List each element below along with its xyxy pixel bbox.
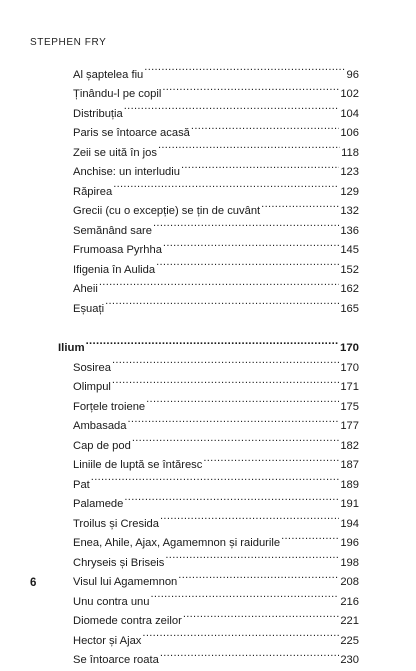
toc-entry-title: Palamede	[73, 498, 124, 510]
toc-line	[0, 566, 416, 586]
toc-entry-page: 194	[340, 517, 359, 530]
toc-entry-title: Frumoasa Pyrhha	[73, 244, 162, 256]
toc-entry-title: Anchise: un interludiu	[73, 166, 180, 178]
dot-leader	[261, 195, 339, 215]
toc-entry-title: Chryseis și Briseis	[73, 556, 165, 569]
dot-leader	[158, 136, 340, 156]
toc-entry-title: Distribuția	[73, 107, 123, 120]
dot-leader	[146, 390, 339, 410]
toc-group-ilium-chapters	[0, 351, 416, 666]
dot-leader	[128, 410, 340, 430]
toc-line	[0, 136, 416, 159]
toc-entry-title: Troilus și Cresida	[73, 517, 159, 530]
dot-leader	[151, 585, 340, 605]
dot-leader	[99, 273, 339, 293]
toc-entry-page: 123	[340, 166, 359, 178]
toc-line	[0, 253, 416, 276]
dot-leader	[105, 292, 339, 312]
toc-entry-page: 136	[340, 224, 359, 237]
toc-entry-page: 182	[340, 439, 359, 452]
toc-part-page: 170	[339, 342, 359, 354]
toc-entry-title: Enea, Ahile, Ajax, Agamemnon și raidurile	[73, 537, 281, 549]
toc-entry-page: 170	[340, 361, 359, 374]
toc-entry-title: Aheii	[73, 283, 98, 295]
toc-entry-title: Al șaptelea fiu	[73, 68, 144, 81]
toc-entry-title: Olimpul	[73, 381, 111, 393]
toc-entry-title: Sosirea	[73, 361, 111, 374]
toc-entry-title: Ambasada	[73, 420, 127, 432]
toc-line	[0, 195, 416, 215]
dot-leader	[112, 371, 339, 391]
toc-entry-title: Diomede contra zeilor	[73, 615, 182, 627]
toc-entry-title: Ifigenia în Aulida	[73, 263, 156, 276]
toc-line	[0, 175, 416, 198]
toc-entry-title: Ținându-l pe copil	[73, 88, 162, 100]
toc-entry-page: 230	[340, 654, 359, 666]
dot-leader	[113, 175, 339, 195]
toc-entry-page: 102	[340, 88, 359, 100]
dot-leader	[86, 332, 339, 352]
toc-line	[0, 97, 416, 120]
table-of-contents	[0, 58, 416, 666]
toc-line	[0, 156, 416, 176]
dot-leader	[124, 488, 339, 508]
toc-entry-page: 171	[340, 381, 359, 393]
toc-entry-page: 162	[340, 283, 359, 295]
toc-entry-page: 165	[340, 302, 359, 315]
toc-entry-title: Răpirea	[73, 185, 113, 198]
toc-entry-page: 208	[340, 576, 359, 588]
toc-line	[0, 449, 416, 469]
toc-group-earlier-chapters	[0, 58, 416, 315]
dot-leader	[178, 566, 339, 586]
toc-line	[0, 585, 416, 608]
dot-leader	[132, 429, 339, 449]
toc-line	[0, 507, 416, 530]
toc-entry-page: 132	[340, 205, 359, 217]
dot-leader	[153, 214, 339, 234]
toc-line	[0, 390, 416, 413]
toc-entry-title: Se întoarce roata	[73, 654, 159, 666]
dot-leader	[203, 449, 339, 469]
toc-line	[0, 429, 416, 452]
toc-entry-title: Liniile de luptă se întăresc	[73, 459, 203, 471]
toc-entry-title: Forțele troiene	[73, 400, 146, 413]
dot-leader	[112, 351, 339, 371]
dot-leader	[160, 644, 340, 664]
dot-leader	[281, 527, 339, 547]
toc-entry-page: 225	[340, 634, 359, 647]
dot-leader	[144, 58, 345, 78]
toc-entry-page: 145	[340, 244, 359, 256]
toc-line	[0, 273, 416, 293]
dot-leader	[181, 156, 339, 176]
toc-entry-page: 129	[340, 185, 359, 198]
toc-line	[0, 546, 416, 569]
dot-leader	[124, 97, 340, 117]
toc-entry-page: 189	[340, 478, 359, 491]
running-head: STEPHEN FRY	[30, 37, 107, 48]
toc-entry-title: Hector și Ajax	[73, 634, 142, 647]
toc-line	[0, 117, 416, 137]
toc-entry-page: 187	[340, 459, 359, 471]
toc-entry-page: 196	[340, 537, 359, 549]
toc-entry-title: Paris se întoarce acasă	[73, 127, 190, 139]
dot-leader	[163, 234, 339, 254]
dot-leader	[165, 546, 339, 566]
toc-line	[0, 371, 416, 391]
toc-entry	[73, 644, 359, 671]
toc-entry-page: 177	[340, 420, 359, 432]
toc-entry-title: Eșuați	[73, 302, 105, 315]
toc-line	[0, 214, 416, 237]
toc-entry-page: 175	[340, 400, 359, 413]
toc-line	[0, 351, 416, 374]
toc-entry-title: Zeii se uită în jos	[73, 146, 157, 159]
toc-entry-page: 221	[340, 615, 359, 627]
dot-leader	[183, 605, 340, 625]
toc-entry-page: 96	[346, 68, 359, 81]
toc-entry-page: 198	[340, 556, 359, 569]
toc-line	[0, 58, 416, 81]
dot-leader	[191, 117, 339, 137]
toc-entry	[73, 292, 359, 319]
toc-line	[0, 644, 416, 664]
toc-entry-page: 216	[340, 595, 359, 608]
toc-line	[0, 527, 416, 547]
toc-line	[0, 605, 416, 625]
toc-part-heading	[0, 332, 416, 352]
toc-part-title: Ilium	[58, 342, 85, 354]
toc-line	[0, 234, 416, 254]
dot-leader	[160, 507, 339, 527]
toc-entry-page: 191	[340, 498, 359, 510]
toc-entry-page: 104	[340, 107, 359, 120]
toc-entry-title: Grecii (cu o excepție) se țin de cuvânt	[73, 205, 261, 217]
toc-entry-page: 152	[340, 263, 359, 276]
toc-entry-title: Visul lui Agamemnon	[73, 576, 178, 588]
dot-leader	[91, 468, 340, 488]
toc-entry-title: Unu contra unu	[73, 595, 150, 608]
toc-line	[0, 78, 416, 98]
page-number: 6	[30, 577, 37, 589]
toc-line	[0, 488, 416, 508]
toc-line	[0, 292, 416, 315]
toc-entry-title: Cap de pod	[73, 439, 131, 452]
dot-leader	[156, 253, 339, 273]
toc-line	[0, 410, 416, 430]
toc-entry-page: 118	[341, 146, 359, 159]
dot-leader	[162, 78, 339, 98]
toc-entry-title: Pat	[73, 478, 90, 491]
toc-entry-title: Semănând sare	[73, 224, 152, 237]
toc-line	[0, 468, 416, 491]
toc-entry-page: 106	[340, 127, 359, 139]
